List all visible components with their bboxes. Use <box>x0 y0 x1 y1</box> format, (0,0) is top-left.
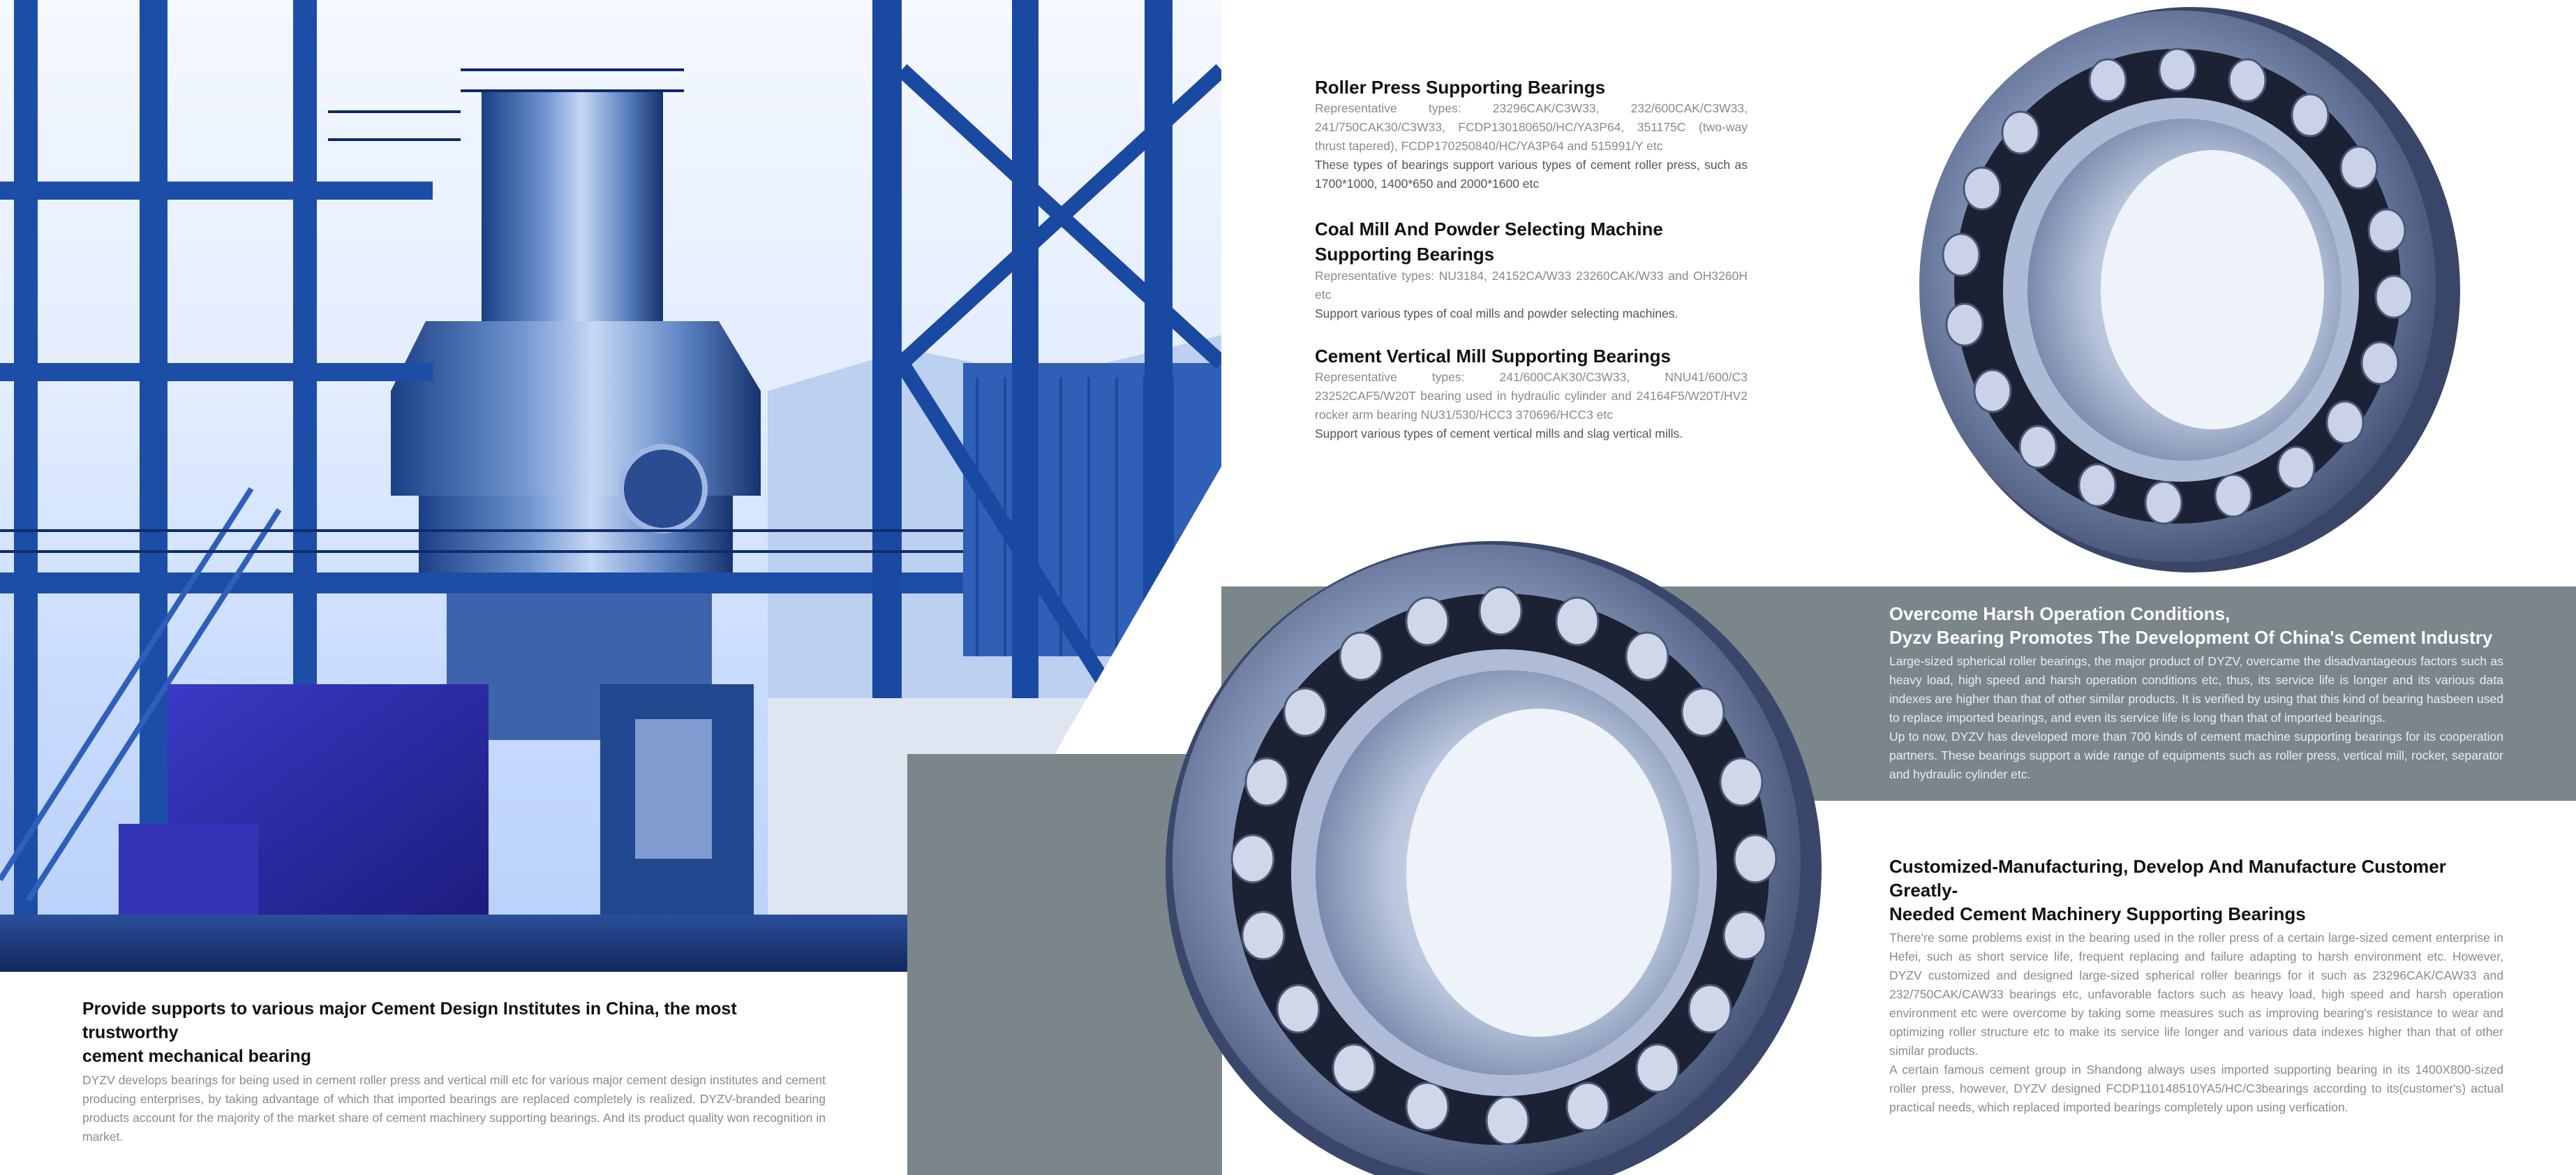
customized-paragraph-1: There're some problems exist in the bearing used in the roller press of a certain large-sized cement enterprise in Hefei, such as short service life, frequent replacing and failure adapting to harsh environment etc. However, DYZV customized and designed large-sized spherical roller bearings for it such as 23296CAK/CAW33 and 232/750CAK/CAW33 bearings etc, unfavorable factors such as heavy load, high speed and harsh operation environment etc were overcome by taking some measures such as improving bearing's resistance to wear and optimizing roller structure etc to make its service life longer and various data indexes higher than that of other similar products. <box>1889 931 2503 1058</box>
section-provide <box>82 997 826 1146</box>
coal-mill-types: Representative types: NU3184, 24152CA/W33 23260CAK/W33 and OH3260H etc <box>1315 269 1748 302</box>
vertical-mill-title: Cement Vertical Mill Supporting Bearings <box>1315 346 1671 367</box>
vertical-mill-desc: Support various types of cement vertical mills and slag vertical mills. <box>1315 427 1683 441</box>
roller-press-desc: These types of bearings support various types of cement roller press, such as 1700*1000, 1400*650 and 2000*1600 etc <box>1315 158 1748 191</box>
overcome-paragraph-1: Large-sized spherical roller bearings, the major product of DYZV, overcame the disadvantageous factors such as heavy load, high speed and harsh operation conditions etc, thus, its service life is longer and its various data indexes are higher than that of other similar products. It is verified by using that this kind of bearing hasbeen used to replace imported bearings, and even its service life is long than that of imported bearings. <box>1889 654 2503 725</box>
provide-paragraph: DYZV develops bearings for being used in cement roller press and vertical mill etc for various major cement design institutes and cement producing enterprises, by taking advantage of which that imported bearings are replaced completely is realized. DYZV-branded bearing products account for the majority of the market share of cement machinery supporting bearings. And its product quality won recognition in market. <box>82 1073 826 1144</box>
overcome-paragraph-2: Up to now, DYZV has developed more than 700 kinds of cement machine supporting bearings for its cooperation partners. These bearings support a wide range of equipments such as roller press, vertical mill, rocker, separator and hydraulic cylinder etc. <box>1889 730 2503 781</box>
customized-paragraph-2: A certain famous cement group in Shandong always uses imported supporting bearing in its 1400X800-sized roller press, however, DYZV designed FCDP110148510YA5/HC/C3bearings according to its(customer's) actual practical needs, which replaced imported bearings completely upon using verfication. <box>1889 1063 2503 1114</box>
bearing-image-top <box>1884 3 2464 576</box>
overcome-title-line1: Overcome Harsh Operation Conditions, <box>1889 603 2231 624</box>
bearing-image-bottom <box>1159 534 1829 1175</box>
section-roller-press <box>1315 75 1748 193</box>
section-vertical-mill <box>1315 344 1748 443</box>
provide-title-line1: Provide supports to various major Cement Design Institutes in China, the most trustworthy <box>82 999 737 1042</box>
coal-mill-title: Coal Mill And Powder Selecting Machine Supporting Bearings <box>1315 219 1663 265</box>
section-overcome <box>1889 602 2503 784</box>
overcome-title-line2: Dyzv Bearing Promotes The Development Of China's Cement Industry <box>1889 627 2493 648</box>
section-customized <box>1889 855 2503 1117</box>
roller-press-title: Roller Press Supporting Bearings <box>1315 77 1606 98</box>
vertical-mill-types: Representative types: 241/600CAK30/C3W33, NNU41/600/C3 23252CAF5/W20T bearing used in hydraulic cylinder and 24164F5/W20T/HV2 rocker arm bearing NU31/530/HCC3 370696/HCC3 etc <box>1315 370 1748 422</box>
roller-press-types: Representative types: 23296CAK/C3W33, 232/600CAK/C3W33, 241/750CAK30/C3W33, FCDP130180650/HC/YA3P64, 351175C (two-way thrust tapered), FCDP170250840/HC/YA3P64 and 515991/Y etc <box>1315 101 1748 153</box>
customized-title-line2: Needed Cement Machinery Supporting Bearings <box>1889 903 2306 924</box>
section-coal-mill <box>1315 216 1748 323</box>
customized-title-line1: Customized-Manufacturing, Develop And Manufacture Customer Greatly- <box>1889 856 2446 901</box>
provide-title-line2: cement mechanical bearing <box>82 1047 311 1066</box>
coal-mill-desc: Support various types of coal mills and powder selecting machines. <box>1315 306 1678 320</box>
